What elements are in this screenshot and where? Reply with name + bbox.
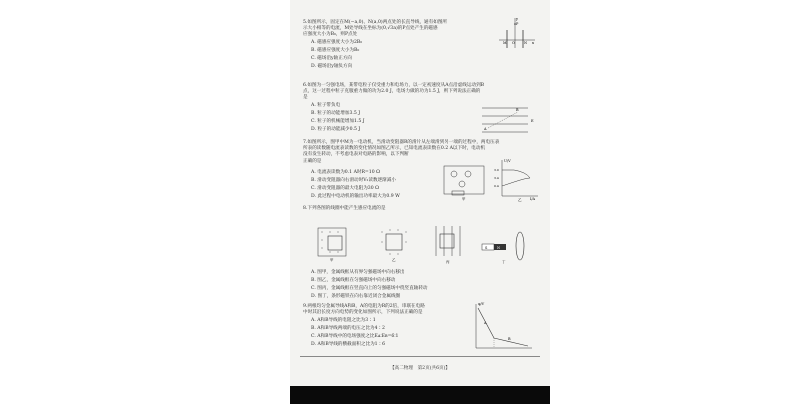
- q6-a-label: A: [484, 127, 487, 131]
- q6-e-label: E: [531, 119, 534, 123]
- q5-m-label: M: [503, 41, 507, 45]
- q8-label-d: 丁: [502, 260, 506, 264]
- q7-option-b: B. 滑动变阻器向右滑动时V₂读数逐渐减小: [311, 178, 396, 183]
- q5-option-d: D. 磁场沿y轴负方向: [311, 64, 353, 69]
- q6-stem: 6.如图为一匀强电场，某带电粒子仅受重力和电场力，以一定初速度从A点沿虚线运动到B 点，这一过程中粒子克服重力做的功为2.0 J，电场力做的功为1.5 J，则下列说法正确的 是: [303, 83, 485, 101]
- q9-phi-label: φ/V: [478, 302, 485, 306]
- q5-option-a: A. 磁感应强度大小为2B₀: [311, 40, 363, 45]
- q9-option-a: A. A和B导线的电阻之比为3∶1: [311, 318, 376, 323]
- q7-jia-label: 甲: [462, 197, 466, 201]
- q9-a-label: A: [484, 321, 487, 325]
- q7-option-d: D. 此过程中电动机的输出功率最大为0.9 W: [311, 194, 400, 199]
- footer-divider: [300, 356, 540, 357]
- q7-stem: 7.如图所示，图甲中M为一电动机，当滑动变阻器R的滑片从左端滑到另一端的过程中，两电压表 所表的读数随电流表读数的变化情况如图乙所示，已知电流表读数在0.2 A以下时，电动机 没有发生转动，不考虑电表对电路的影响，以下判断 正确的是: [303, 140, 500, 164]
- q9-option-d: D. A和B导线的横截面积之比为1∶6: [311, 342, 386, 347]
- q7-option-a: A. 电流表读数为0.1 A时R=10 Ω: [311, 170, 380, 175]
- q5-option-c: C. 磁场沿y轴正方向: [311, 56, 353, 61]
- q8-label-a: 甲: [330, 258, 334, 262]
- q7-option-c: C. 滑动变阻器的最大电阻为30 Ω: [311, 186, 379, 191]
- q5-y-label: y: [516, 17, 518, 21]
- q8-label-b: 乙: [392, 258, 396, 262]
- q6-option-b: B. 粒子的动能增加3.5 J: [311, 111, 361, 116]
- q9-stem: 9.两根均匀金属导线A和B，A的电阻为R的2倍，串联在电路 中时其沿长度方向电势的变化如图所示，下列说法正确的是: [303, 304, 425, 316]
- page-footer: 【高二物理 第2页(共6页)】: [390, 366, 450, 371]
- q8-label-c: 丙: [446, 260, 450, 264]
- q6-option-c: C. 粒子的机械能增加1.5 J: [311, 119, 365, 124]
- q8-figure-a: [316, 226, 350, 262]
- q6-option-d: D. 粒子的动能减少0.5 J: [311, 127, 361, 132]
- q9-figure: [470, 300, 534, 352]
- q5-figure: [497, 16, 537, 50]
- q8-option-d: D. 图丁，条形磁铁在向右靠近闭合金属线圈: [311, 294, 401, 299]
- scan-black-bar: [290, 386, 550, 404]
- q8-figure-b: [378, 226, 412, 262]
- q5-n-label: N: [524, 41, 528, 45]
- q5-p-label: P: [516, 22, 519, 26]
- q6-b-label: B: [516, 108, 519, 112]
- q6-option-a: A. 粒子带负电: [311, 103, 341, 108]
- q7-tick-2: 3.4: [494, 176, 499, 180]
- q8-figure-c: [430, 224, 464, 264]
- q7-tick-3: 0.4: [494, 184, 499, 188]
- q9-option-c: C. A和B导线中的电场强度之比Eᴀ∶Eʙ=6∶1: [311, 334, 399, 339]
- q8-figure-d: [478, 226, 530, 264]
- q8-stem: 8.下列各图的线圈中能产生感应电流的是: [303, 206, 386, 211]
- q8-n-label: N: [497, 246, 501, 250]
- q9-b-label: B: [508, 337, 511, 341]
- q7-graph-figure: [494, 156, 540, 202]
- q7-tick-1: 3.0: [494, 168, 499, 172]
- q8-option-c: C. 图丙，金属线框在竖直向上的匀强磁场中绕竖直轴转动: [311, 286, 428, 291]
- q8-option-b: B. 图乙，金属线框在匀强磁场中向右移动: [311, 278, 396, 283]
- q7-ia-label: I/A: [530, 197, 536, 201]
- q5-o-label: O: [512, 41, 515, 45]
- q5-option-b: B. 磁感应强度大小为B₀: [311, 48, 360, 53]
- q8-option-a: A. 图甲，金属线框从有界匀强磁场中向右移出: [311, 270, 405, 275]
- q5-x-label: x: [532, 41, 534, 45]
- q7-yi-label: 乙: [518, 198, 522, 202]
- q7-uv-label: U/V: [504, 159, 511, 163]
- q9-option-b: B. A和B导线两端的电压之比为4∶2: [311, 326, 385, 331]
- q6-figure: [478, 104, 538, 136]
- q8-s-label: S: [485, 246, 488, 250]
- q5-stem: 5.如图所示，固定在M(−a,0)、N(a,0)两点处的长直导线，通有如图所 示大小相等的电流，M处导线在坐标为(0,√3a)的P点处产生的磁感 应强度大小为B₀，则P点处: [303, 20, 448, 38]
- q7-circuit-figure: [440, 160, 490, 202]
